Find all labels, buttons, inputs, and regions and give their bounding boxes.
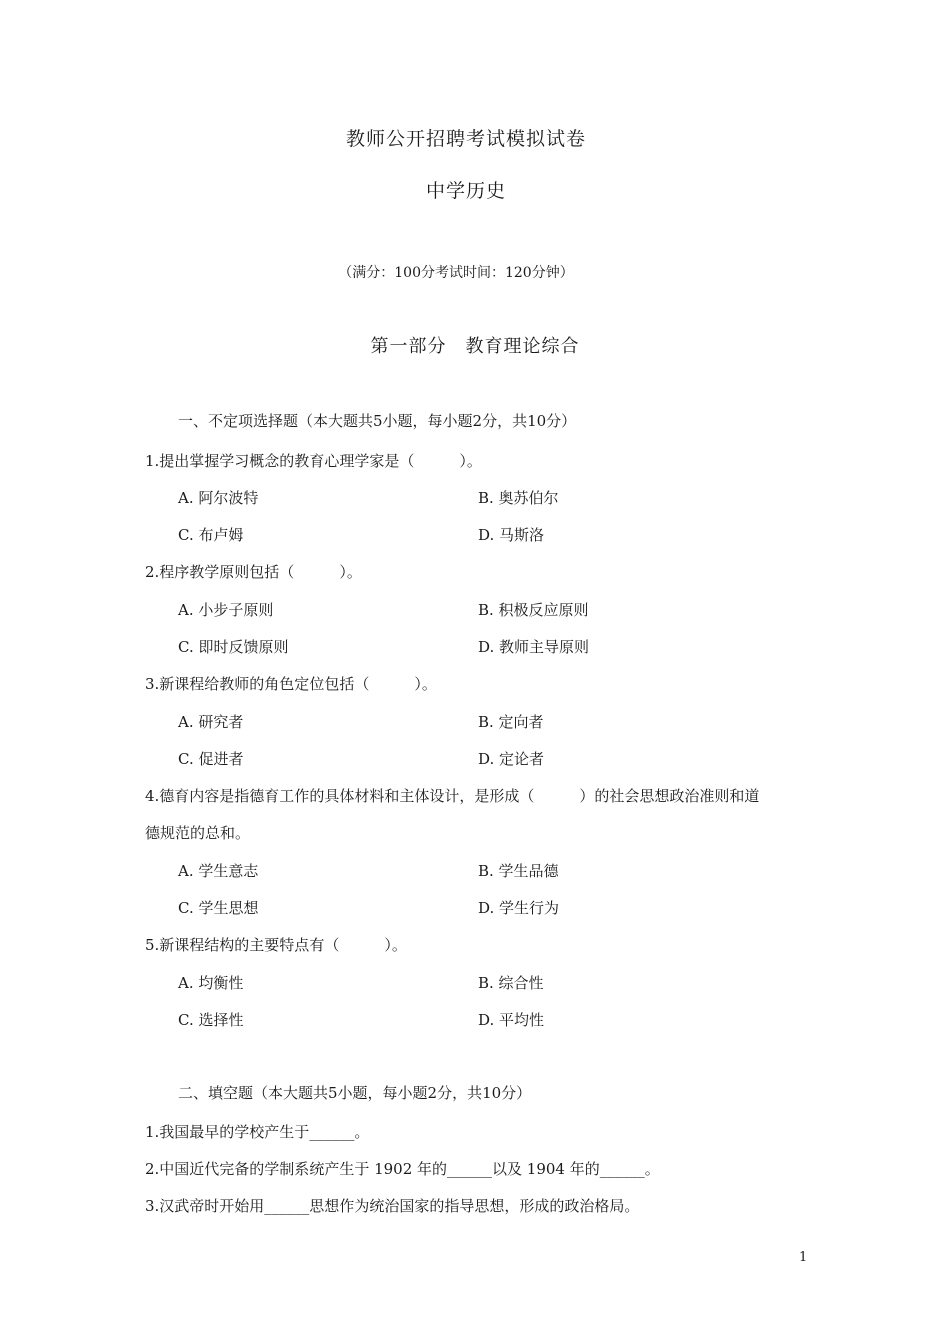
question-1-option-d: D. 马斯洛: [478, 526, 545, 544]
question-4-stem-line2: 德规范的总和。: [145, 824, 251, 842]
question-2-option-d: D. 教师主导原则: [478, 638, 590, 656]
question-4-option-c: C. 学生思想: [178, 899, 259, 917]
section-heading-choice: 一、不定项选择题（本大题共5小题，每小题2分，共10分）: [178, 412, 577, 430]
fill-question-2: 2.中国近代完备的学制系统产生于 1902 年的______以及 1904 年的______。: [145, 1160, 660, 1178]
question-5-option-a: A. 均衡性: [178, 974, 244, 992]
document-title: 教师公开招聘考试模拟试卷: [345, 128, 586, 150]
page-number: 1: [799, 1250, 808, 1265]
question-4-option-a: A. 学生意志: [178, 862, 259, 880]
question-5-option-c: C. 选择性: [178, 1011, 244, 1029]
question-2-option-a: A. 小步子原则: [178, 601, 274, 619]
question-1-stem: 1.提出掌握学习概念的教育心理学家是（ ）。: [145, 452, 482, 470]
question-1-option-a: A. 阿尔波特: [178, 489, 259, 507]
question-3-option-b: B. 定向者: [478, 713, 544, 731]
question-1-option-b: B. 奥苏伯尔: [478, 489, 559, 507]
question-5-option-d: D. 平均性: [478, 1011, 545, 1029]
question-4-option-b: B. 学生品德: [478, 862, 559, 880]
question-3-option-c: C. 促进者: [178, 750, 244, 768]
question-2-option-b: B. 积极反应原则: [478, 601, 589, 619]
section-heading-fill: 二、填空题（本大题共5小题，每小题2分，共10分）: [178, 1084, 532, 1102]
fill-question-3: 3.汉武帝时开始用______思想作为统治国家的指导思想，形成的政治格局。: [145, 1197, 640, 1215]
question-3-option-d: D. 定论者: [478, 750, 545, 768]
fill-question-1: 1.我国最早的学校产生于______。: [145, 1123, 370, 1141]
question-1-option-c: C. 布卢姆: [178, 526, 244, 544]
exam-info: （满分：100分考试时间：120分钟）: [338, 265, 574, 281]
question-5-stem: 5.新课程结构的主要特点有（ ）。: [145, 936, 407, 954]
part-title: 第一部分 教育理论综合: [370, 336, 580, 357]
question-3-option-a: A. 研究者: [178, 713, 244, 731]
question-4-option-d: D. 学生行为: [478, 899, 560, 917]
question-3-stem: 3.新课程给教师的角色定位包括（ ）。: [145, 675, 437, 693]
question-4-stem-line1: 4.德育内容是指德育工作的具体材料和主体设计，是形成（ ）的社会思想政治准则和道: [145, 787, 760, 805]
question-2-option-c: C. 即时反馈原则: [178, 638, 289, 656]
question-2-stem: 2.程序教学原则包括（ ）。: [145, 563, 362, 581]
question-5-option-b: B. 综合性: [478, 974, 544, 992]
document-subject: 中学历史: [425, 180, 506, 202]
